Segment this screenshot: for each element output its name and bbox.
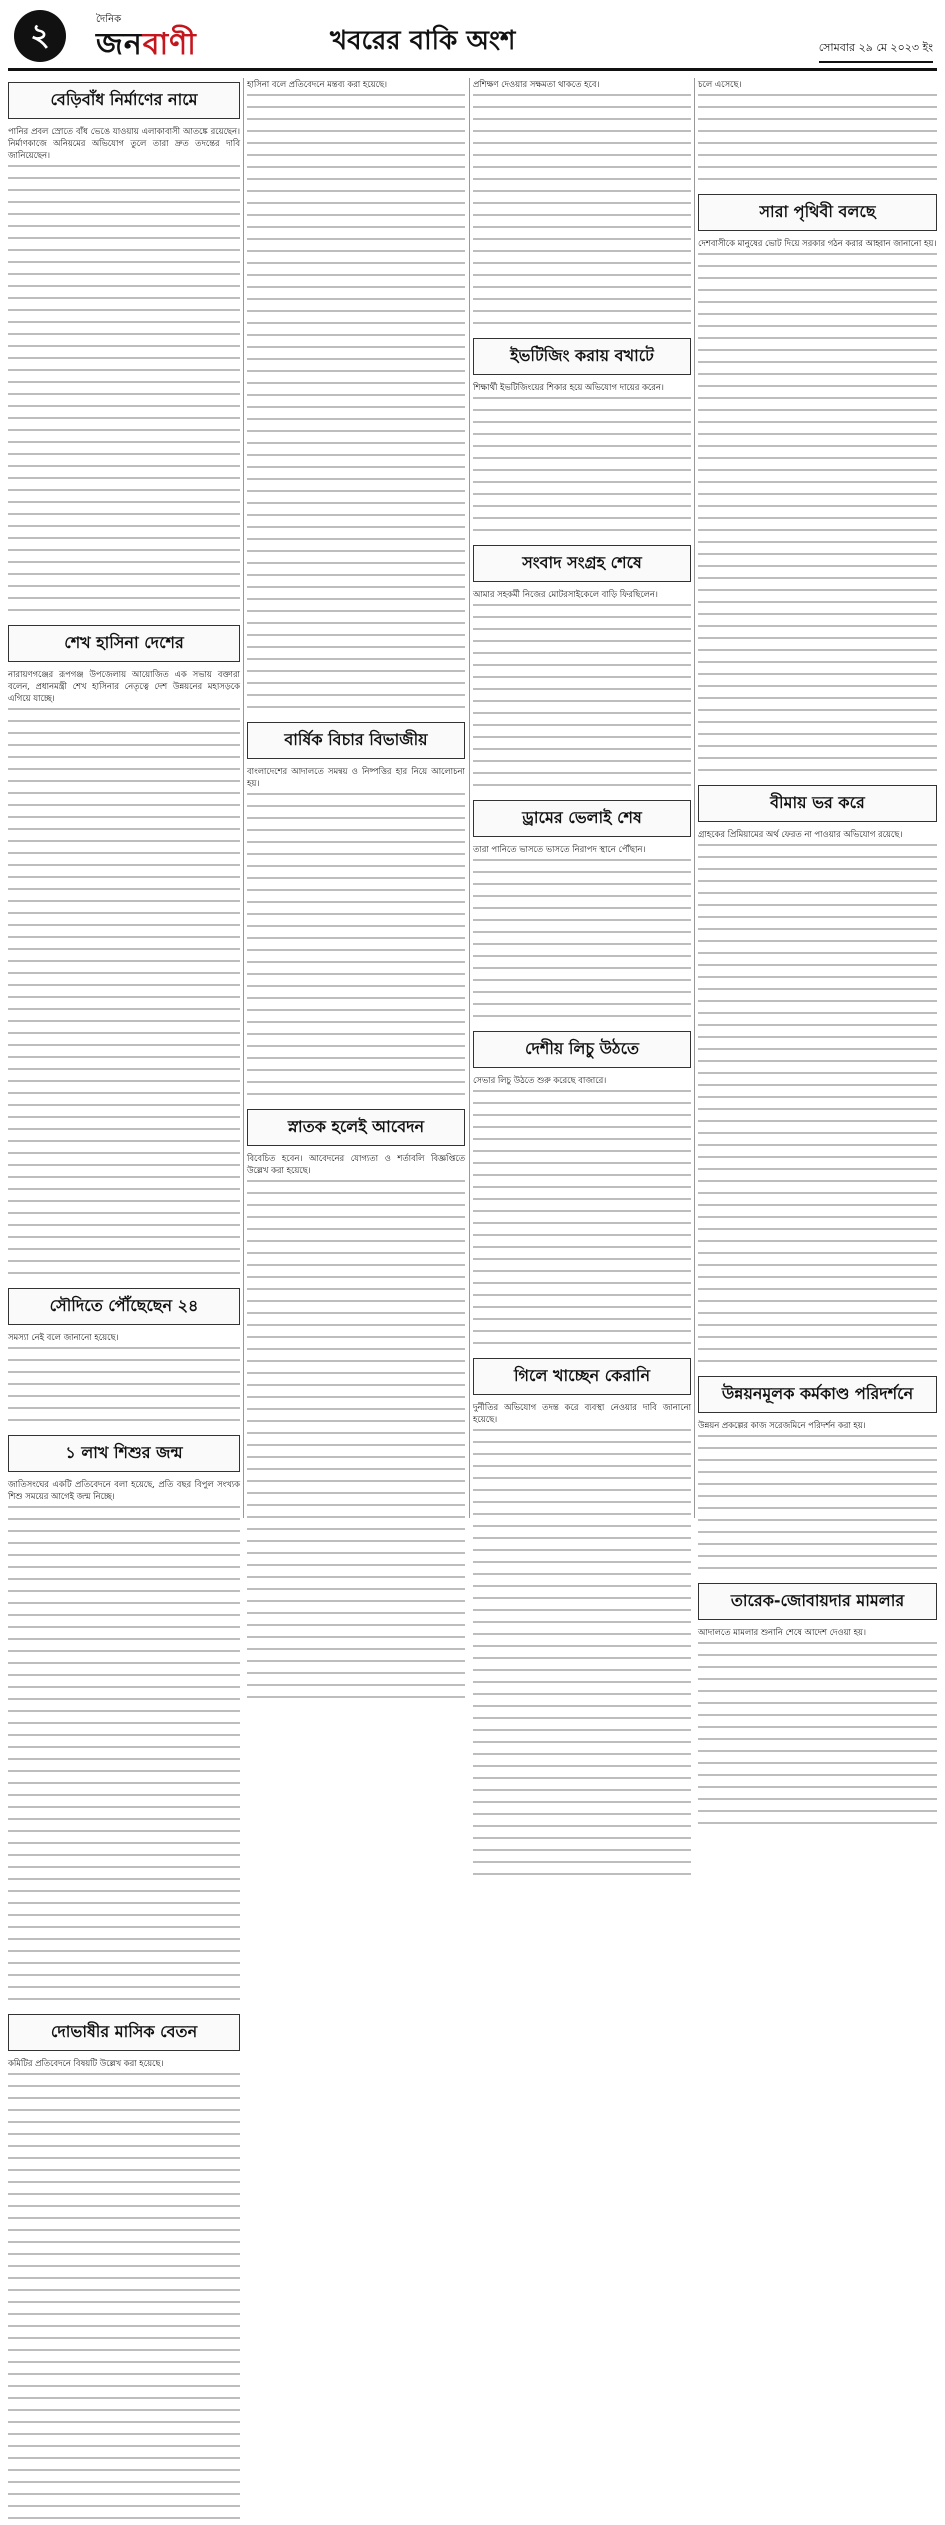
article-body-text <box>698 249 937 777</box>
article-headline: দোভাষীর মাসিক বেতন <box>8 2014 240 2051</box>
column-divider <box>469 78 470 1518</box>
news-article <box>473 1358 691 1881</box>
article-lead-text: প্রশিক্ষণ দেওয়ার সক্ষমতা থাকতে হবে। <box>473 79 600 89</box>
column-3 <box>473 78 691 1518</box>
masthead-rule <box>8 68 937 71</box>
article-headline: ইভটিজিং করায় বখাটে <box>473 338 691 375</box>
news-article <box>247 722 465 1101</box>
article-body-text <box>698 840 937 1368</box>
article-body-text <box>473 855 691 1023</box>
article-lead-text: সেভার লিচু উঠতে শুরু করেছে বাজারে। <box>473 1075 607 1085</box>
article-headline: ড্রামের ভেলাই শেষ <box>473 800 691 837</box>
article-headline: উন্নয়নমূলক কর্মকাণ্ড পরিদর্শনে <box>698 1376 937 1413</box>
column-4 <box>698 78 937 1637</box>
article-lead-text: হাসিনা বলে প্রতিবেদনে মন্তব্য করা হয়েছে। <box>247 79 388 89</box>
article-body-text <box>473 1425 691 1881</box>
article-body-text <box>8 704 240 1280</box>
article-headline: গিলে খাচ্ছেন কেরানি <box>473 1358 691 1395</box>
news-article <box>8 1288 240 1427</box>
logo-part-1: জন <box>96 27 143 62</box>
article-lead-text: উন্নয়ন প্রকল্পের কাজ সরেজমিনে পরিদর্শন করা হয়। <box>698 1420 866 1430</box>
article-headline: বীমায় ভর করে <box>698 785 937 822</box>
article-lead-text: শিক্ষার্থী ইভটিজিংয়ের শিকার হয়ে অভিযোগ দায়ের করেন। <box>473 382 664 392</box>
article-lead-text: দেশবাসীকে মানুষের ভোট দিয়ে সরকার গঠন করার আহ্বান জানানো হয়। <box>698 238 937 248</box>
article-lead-text: জাতিসংঘের একটি প্রতিবেদনে বলা হয়েছে, প্রতি বছর বিপুল সংখ্যক শিশু সময়ের আগেই জন্ম নিচ্ছে। <box>8 1479 240 1501</box>
article-headline: বার্ষিক বিচার বিভাজীয় <box>247 722 465 759</box>
article-lead-text: বিবেচিত হবেন। আবেদনের যোগ্যতা ও শর্তাবলি বিজ্ঞপ্তিতে উল্লেখ করা হয়েছে। <box>247 1153 465 1175</box>
article-headline: সংবাদ সংগ্রহ শেষে <box>473 545 691 582</box>
article-headline: দেশীয় লিচু উঠতে <box>473 1031 691 1068</box>
section-title: খবরের বাকি অংশ <box>330 26 516 56</box>
column-divider <box>243 78 244 1518</box>
news-article <box>247 1109 465 1704</box>
article-lead-text: বাংলাদেশের আদালতে সমন্বয় ও নিষ্পত্তির হার নিয়ে আলোচনা হয়। <box>247 766 465 788</box>
article-body-text <box>698 1638 937 1830</box>
news-article <box>8 82 240 617</box>
article-lead-text: আমার সহকর্মী নিজের মোটরসাইকেলে বাড়ি ফিরছিলেন। <box>473 589 658 599</box>
masthead <box>8 6 937 68</box>
news-article <box>473 800 691 1023</box>
article-headline: শেখ হাসিনা দেশের <box>8 625 240 662</box>
article-body-text <box>8 1502 240 2006</box>
news-article <box>698 785 937 1368</box>
article-lead-text: নারায়ণগঞ্জের রূপগঞ্জ উপজেলায় আয়োজিত এক সভায় বক্তারা বলেন, প্রধানমন্ত্রী শেখ হাসিনার নেতৃত্বে দেশ উন্নয়নের মহাসড়কে এগিয়ে যাচ্ছে। <box>8 669 240 703</box>
news-article <box>698 1376 937 1575</box>
article-headline: সারা পৃথিবী বলছে <box>698 194 937 231</box>
article-body-text <box>247 1176 465 1704</box>
news-article <box>247 78 465 714</box>
column-2 <box>247 78 465 1518</box>
article-body-text <box>247 90 465 714</box>
column-divider <box>694 78 695 1518</box>
article-body-text <box>473 90 691 330</box>
article-lead-text: সমস্যা নেই বলে জানানো হয়েছে। <box>8 1332 119 1342</box>
page-number: ২ <box>14 10 66 62</box>
article-body-text <box>473 600 691 792</box>
article-body-text <box>8 161 240 617</box>
issue-date: সোমবার ২৯ মে ২০২৩ ইং <box>819 39 933 63</box>
article-headline: স্নাতক হলেই আবেদন <box>247 1109 465 1146</box>
column-1 <box>8 78 240 2068</box>
news-article <box>473 1031 691 1350</box>
article-body-text <box>247 789 465 1101</box>
article-body-text <box>8 2069 240 2525</box>
article-headline: ১ লাখ শিশুর জন্ম <box>8 1435 240 1472</box>
article-lead-text: তারা পানিতে ভাসতে ভাসতে নিরাপদ স্থানে পৌঁছান। <box>473 844 646 854</box>
news-article <box>8 1435 240 2006</box>
newspaper-logo <box>96 20 197 71</box>
news-article <box>473 78 691 330</box>
article-lead-text: আদালতে মামলার শুনানি শেষে আদেশ দেওয়া হয়। <box>698 1627 866 1637</box>
news-article <box>698 1583 937 1830</box>
article-headline: বেড়িবাঁধ নির্মাণের নামে <box>8 82 240 119</box>
news-article <box>8 625 240 1280</box>
article-lead-text: গ্রাহকের প্রিমিয়ামের অর্থ ফেরত না পাওয়ার অভিযোগ রয়েছে। <box>698 829 903 839</box>
article-lead-text: কমিটির প্রতিবেদনে বিষয়টি উল্লেখ করা হয়েছে। <box>8 2058 164 2068</box>
news-article <box>698 78 937 186</box>
logo-part-2: বাণী <box>142 27 197 62</box>
article-lead-text: দুর্নীতির অভিযোগ তদন্ত করে ব্যবস্থা নেওয়ার দাবি জানানো হয়েছে। <box>473 1402 691 1424</box>
article-headline: সৌদিতে পৌঁছেছেন ২৪ <box>8 1288 240 1325</box>
article-lead-text: পানির প্রবল স্রোতে বাঁধ ভেঙে যাওয়ায় এলাকাবাসী আতঙ্কে রয়েছেন। নির্মাণকাজে অনিয়মের অভিযোগ তুলে তারা দ্রুত তদন্তের দাবি জানিয়েছেন। <box>8 126 240 160</box>
article-body-text <box>698 1431 937 1575</box>
news-article <box>698 194 937 777</box>
logo-prefix: দৈনিক <box>96 14 122 25</box>
article-headline: তারেক-জোবায়দার মামলার <box>698 1583 937 1620</box>
article-body-text <box>8 1343 240 1427</box>
news-article <box>473 338 691 537</box>
article-body-text <box>473 1086 691 1350</box>
article-body-text <box>473 393 691 537</box>
article-body-text <box>698 90 937 186</box>
news-article <box>473 545 691 792</box>
news-article <box>8 2014 240 2525</box>
article-lead-text: চলে এসেছে। <box>698 79 742 89</box>
